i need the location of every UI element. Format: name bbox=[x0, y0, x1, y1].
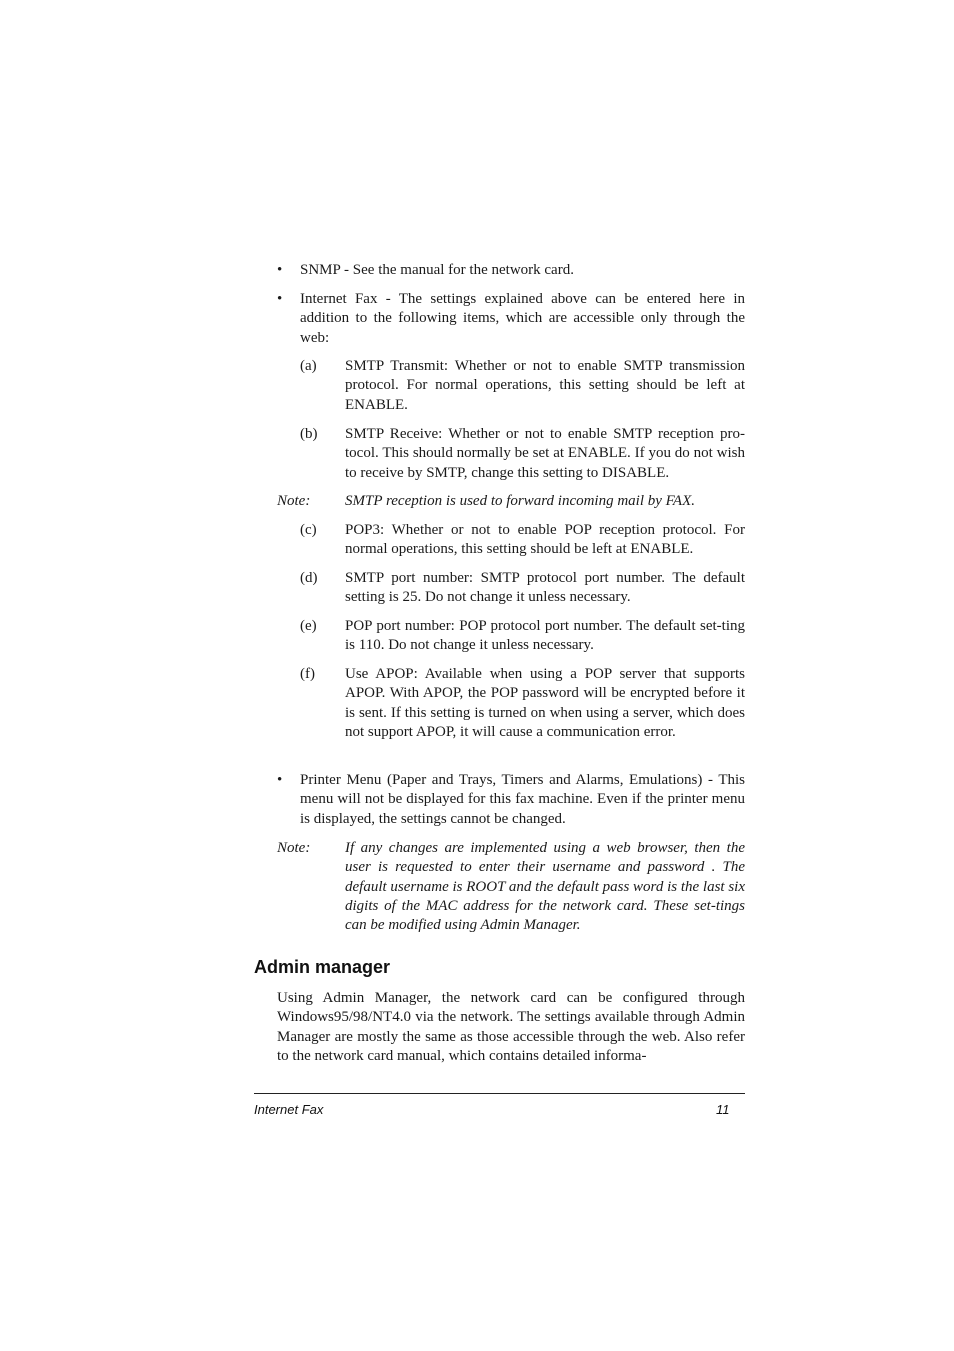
sub-item-text: SMTP port number: SMTP protocol port number. The default setting is 25. Do not change it unless necessary. bbox=[345, 570, 745, 606]
sub-item-a bbox=[300, 357, 745, 415]
sub-item-f bbox=[300, 665, 745, 742]
note-web-browser-login bbox=[277, 839, 745, 935]
sub-item-letter: (b) bbox=[300, 426, 318, 442]
footer-rule bbox=[254, 1093, 745, 1094]
bullet-text: SNMP - See the manual for the network card. bbox=[300, 262, 574, 278]
bullet-text: Printer Menu (Paper and Trays, Timers and Alarms, Emulations) - This menu will not be displayed for this fax machine. Even if the printer menu is displayed, the settings cannot be changed. bbox=[300, 772, 745, 827]
note-text: If any changes are implemented using a web browser, then the user is requested to enter their username and password . The default username is ROOT and the default pass word is the last six digits of the MAC address for the network card. These set-tings can be modified using Admin Manager. bbox=[345, 840, 745, 934]
sub-item-text: POP port number: POP protocol port number. The default set-ting is 110. Do not change it unless necessary. bbox=[345, 618, 745, 654]
sub-item-text: SMTP Receive: Whether or not to enable SMTP reception pro-tocol. This should normally be set at ENABLE. If you do not wish to receive by SMTP, change this setting to DISABLE. bbox=[345, 426, 745, 481]
bullet-text: Internet Fax - The settings explained above can be entered here in addition to the following items, which are accessible only through the web: bbox=[300, 291, 745, 346]
sub-item-letter: (d) bbox=[300, 570, 318, 586]
page-number: 11 bbox=[716, 1102, 730, 1117]
bullet-symbol: • bbox=[277, 772, 283, 788]
sub-item-text: POP3: Whether or not to enable POP reception protocol. For normal operations, this setting should be left at ENABLE. bbox=[345, 522, 745, 558]
sub-item-c bbox=[300, 521, 745, 560]
sub-item-text: Use APOP: Available when using a POP server that supports APOP. With APOP, the POP password will be encrypted before it is sent. If this setting is turned on when using a server, which does not support APOP, it will cause a communication error. bbox=[345, 666, 745, 740]
sub-item-b bbox=[300, 425, 745, 483]
bullet-item-internet-fax bbox=[277, 290, 745, 348]
bullet-item-snmp bbox=[277, 261, 745, 280]
sub-item-text: SMTP Transmit: Whether or not to enable SMTP transmission protocol. For normal operations, this setting should be left at ENABLE. bbox=[345, 358, 745, 413]
sub-item-letter: (c) bbox=[300, 522, 317, 538]
bullet-item-printer-menu bbox=[277, 771, 745, 829]
bullet-symbol: • bbox=[277, 262, 283, 278]
section-heading: Admin manager bbox=[254, 957, 391, 977]
sub-item-d bbox=[300, 569, 745, 608]
bullet-symbol: • bbox=[277, 291, 283, 307]
footer-title: Internet Fax bbox=[254, 1102, 324, 1117]
note-label: Note: bbox=[277, 840, 311, 856]
sub-item-letter: (f) bbox=[300, 666, 315, 682]
sub-item-e bbox=[300, 617, 745, 656]
note-text: SMTP reception is used to forward incoming mail by FAX. bbox=[345, 493, 695, 509]
sub-item-letter: (e) bbox=[300, 618, 317, 634]
note-smtp-reception bbox=[277, 492, 745, 511]
sub-item-letter: (a) bbox=[300, 358, 317, 374]
note-label: Note: bbox=[277, 493, 311, 509]
section-paragraph: Using Admin Manager, the network card can be configured through Windows95/98/NT4.0 via the network. The settings available through Admin Manager are mostly the same as those accessible through the web. Also refer to the network card manual, which contains detailed informa- bbox=[277, 990, 745, 1064]
